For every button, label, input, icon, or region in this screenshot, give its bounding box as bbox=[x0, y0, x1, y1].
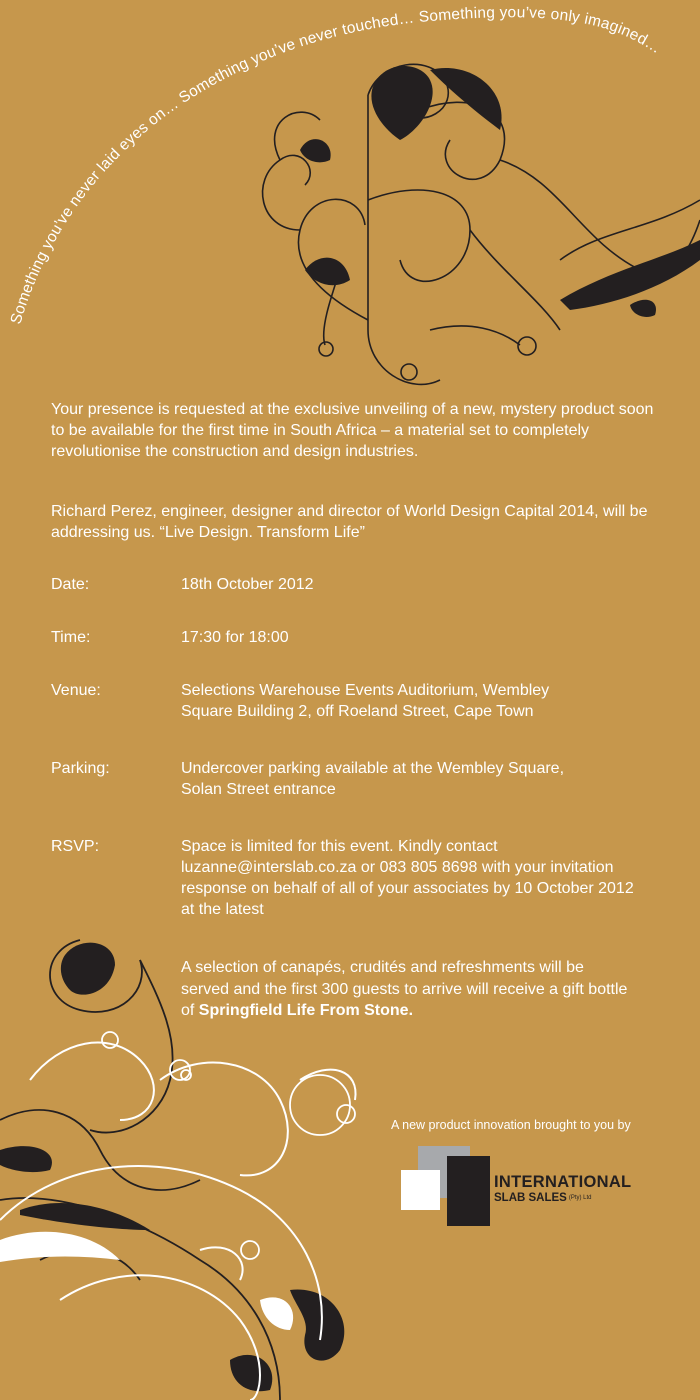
refreshments-note bbox=[181, 957, 631, 1022]
logo-name-line2 bbox=[494, 1192, 592, 1204]
detail-value: Space is limited for this event. Kindly contact luzanne@interslab.co.za or 083 805 8698 with your invitation response on behalf of all of your associates by 10 October 2012 at the latest bbox=[181, 838, 634, 918]
detail-value: 18th October 2012 bbox=[181, 576, 314, 593]
detail-label: Parking: bbox=[51, 760, 110, 777]
detail-value: 17:30 for 18:00 bbox=[181, 629, 289, 646]
intro-paragraph: Your presence is requested at the exclusive unveiling of a new, mystery product soon to be available for the first time in South Africa – a material set to completely revolutionise the construction and design industries. bbox=[51, 401, 654, 460]
detail-value: Selections Warehouse Events Auditorium, Wembley Square Building 2, off Roeland Street, Cape Town bbox=[181, 682, 550, 720]
detail-label: Venue: bbox=[51, 682, 101, 699]
logo-suffix: (Pty) Ltd bbox=[568, 1194, 592, 1201]
detail-value: Undercover parking available at the Wembley Square, Solan Street entrance bbox=[181, 760, 565, 798]
white-flourish bbox=[0, 1043, 356, 1400]
detail-label: RSVP: bbox=[51, 838, 100, 855]
white-circles bbox=[102, 1032, 355, 1259]
logo-line2-text: SLAB SALES bbox=[494, 1192, 567, 1204]
monogram-fills bbox=[300, 66, 700, 317]
product-name: Springfield Life From Stone. bbox=[198, 1002, 414, 1019]
speaker-paragraph: Richard Perez, engineer, designer and director of World Design Capital 2014, will be addressing us. “Live Design. Transform Life” bbox=[51, 503, 648, 541]
white-fills bbox=[0, 1232, 293, 1330]
logo-name-line1: INTERNATIONAL bbox=[494, 1173, 632, 1191]
refreshments-text: A selection of canapés, crudités and refreshments will be served and the first 300 guests to arrive will receive a gift bottle of bbox=[181, 959, 628, 1019]
monogram-circles bbox=[319, 337, 536, 380]
tagline: Something you’ve never laid eyes on… Something you’ve never touched… Something you’ve only imagined… bbox=[7, 4, 665, 327]
top-ornament bbox=[0, 0, 700, 400]
detail-label: Date: bbox=[51, 576, 90, 593]
detail-label: Time: bbox=[51, 629, 91, 646]
innovation-caption: A new product innovation brought to you by bbox=[391, 1118, 631, 1132]
